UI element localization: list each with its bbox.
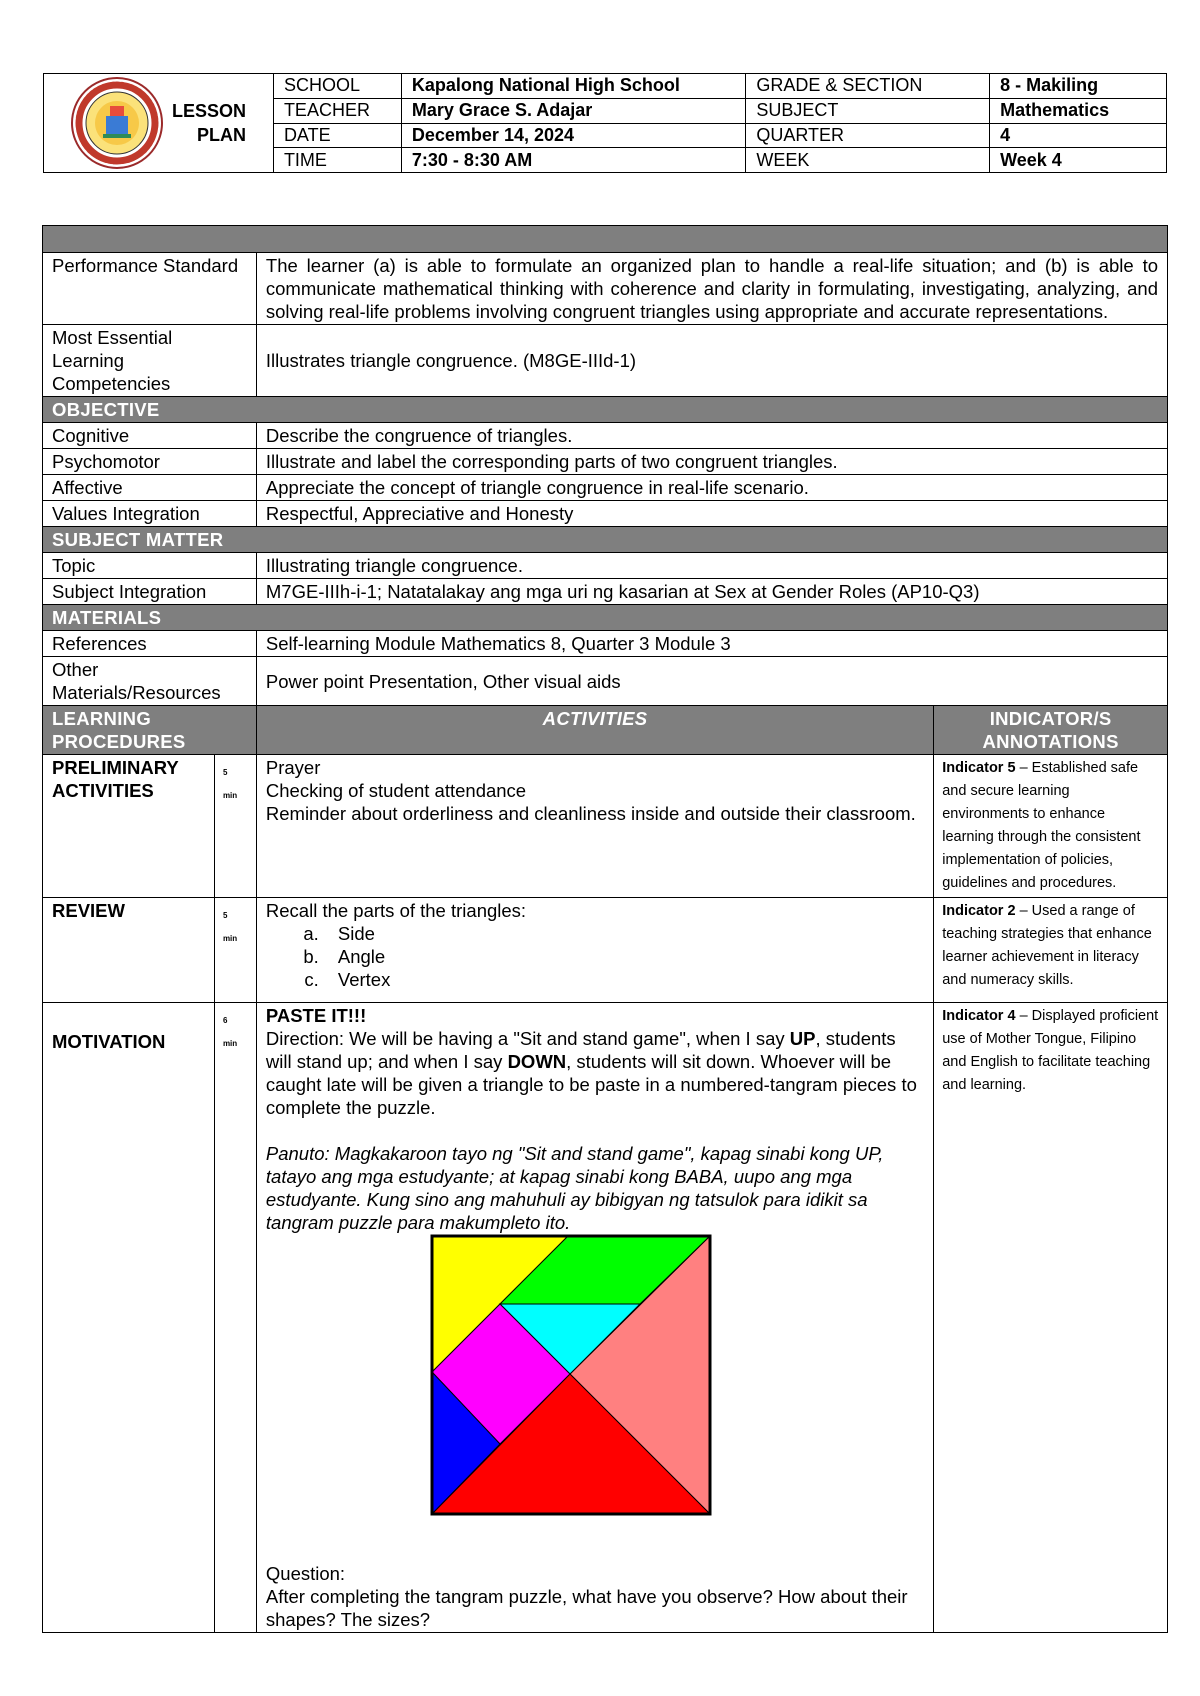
question-label: Question: bbox=[265, 1563, 346, 1584]
review-label: REVIEW bbox=[43, 898, 215, 1003]
motivation-indicator: Indicator 4 – Displayed proficient use of Mother Tongue, Filipino and English to facilitate teaching and learning. bbox=[934, 1003, 1168, 1633]
time-value: 7:30 - 8:30 AM bbox=[401, 148, 745, 173]
date-value: December 14, 2024 bbox=[401, 123, 745, 148]
teacher-label: TEACHER bbox=[273, 98, 401, 123]
subject-label: SUBJECT bbox=[746, 98, 990, 123]
date-label: DATE bbox=[273, 123, 401, 148]
week-label: WEEK bbox=[746, 148, 990, 173]
indicators-col-header: INDICATOR/S ANNOTATIONS bbox=[934, 706, 1168, 755]
preliminary-minutes: 5 min bbox=[214, 755, 256, 898]
review-minutes: 5 min bbox=[214, 898, 256, 1003]
teacher-value: Mary Grace S. Adajar bbox=[401, 98, 745, 123]
grade-value: 8 - Makiling bbox=[990, 74, 1167, 99]
top-band bbox=[43, 226, 1168, 253]
procedures-col-header: LEARNING PROCEDURES bbox=[43, 706, 257, 755]
school-value: Kapalong National High School bbox=[401, 74, 745, 99]
preliminary-label: PRELIMINARY ACTIVITIES bbox=[43, 755, 215, 898]
topic-label: Topic bbox=[43, 553, 257, 579]
preliminary-indicator: Indicator 5 – Established safe and secure learning environments to enhance learning through the consistent implementation of policies, guidelines and procedures. bbox=[934, 755, 1168, 898]
performance-value: The learner (a) is able to formulate an organized plan to handle a real-life situation; and (b) is able to communicate mathematical thinking with coherence and clarity in formulating, investigating, analyzing, and solving real-life problems involving congruent triangles using appropriate and accurate representations. bbox=[256, 253, 1167, 325]
psychomotor-label: Psychomotor bbox=[43, 449, 257, 475]
subject-value: Mathematics bbox=[990, 98, 1167, 123]
motivation-panuto: Panuto: Magkakaroon tayo ng "Sit and stand game", kapag sinabi kong UP, tatayo ang mga estudyante; at kapag sinabi kong BABA, uupo ang mga estudyante. Kung sino ang mahuhuli ay bibigyan ng tatsulok para idikit sa tangram puzzle para makumpleto ito. bbox=[265, 1143, 884, 1233]
week-value: Week 4 bbox=[990, 148, 1167, 173]
cognitive-value: Describe the congruence of triangles. bbox=[256, 423, 1167, 449]
references-value: Self-learning Module Mathematics 8, Quarter 3 Module 3 bbox=[256, 631, 1167, 657]
motivation-activities bbox=[256, 1003, 933, 1633]
time-label: TIME bbox=[273, 148, 401, 173]
quarter-label: QUARTER bbox=[746, 123, 990, 148]
motivation-title: PASTE IT!!! bbox=[265, 1005, 367, 1026]
grade-label: GRADE & SECTION bbox=[746, 74, 990, 99]
quarter-value: 4 bbox=[990, 123, 1167, 148]
prelim-line-1: Prayer bbox=[265, 757, 321, 778]
references-label: References bbox=[43, 631, 257, 657]
motivation-label: MOTIVATION bbox=[43, 1003, 215, 1633]
cognitive-label: Cognitive bbox=[43, 423, 257, 449]
activities-col-header: ACTIVITIES bbox=[256, 706, 933, 755]
preliminary-activities bbox=[256, 755, 933, 898]
values-label: Values Integration bbox=[43, 501, 257, 527]
lesson-plan-title: LESSON PLAN bbox=[172, 101, 247, 145]
performance-label: Performance Standard bbox=[43, 253, 257, 325]
objective-heading: OBJECTIVE bbox=[43, 397, 1168, 423]
affective-value: Appreciate the concept of triangle congruence in real-life scenario. bbox=[256, 475, 1167, 501]
review-activities bbox=[256, 898, 933, 1003]
topic-value: Illustrating triangle congruence. bbox=[256, 553, 1167, 579]
psychomotor-value: Illustrate and label the corresponding parts of two congruent triangles. bbox=[256, 449, 1167, 475]
review-indicator: Indicator 2 – Used a range of teaching strategies that enhance learner achievement in literacy and numeracy skills. bbox=[934, 898, 1168, 1003]
subject-matter-heading: SUBJECT MATTER bbox=[43, 527, 1168, 553]
prelim-line-3: Reminder about orderliness and cleanliness inside and outside their classroom. bbox=[265, 803, 916, 824]
melc-label: Most Essential Learning Competencies bbox=[43, 325, 257, 397]
list-item: c. Vertex bbox=[324, 968, 924, 991]
other-materials-label: Other Materials/Resources bbox=[43, 657, 257, 706]
motivation-direction: Direction: We will be having a "Sit and stand game", when I say UP, students will stand up; and when I say DOWN, students will sit down. Whoever will be caught late will be given a triangle to be paste in a numbered-tangram pieces to complete the puzzle. bbox=[265, 1028, 917, 1118]
list-item: b. Angle bbox=[324, 945, 924, 968]
review-intro: Recall the parts of the triangles: bbox=[265, 900, 527, 921]
melc-value: Illustrates triangle congruence. (M8GE-IIId-1) bbox=[256, 325, 1167, 397]
tangram-puzzle bbox=[430, 1234, 712, 1516]
header-table bbox=[43, 73, 1167, 173]
prelim-line-2: Checking of student attendance bbox=[265, 780, 527, 801]
school-label: SCHOOL bbox=[273, 74, 401, 99]
list-item: a. Side bbox=[324, 922, 924, 945]
affective-label: Affective bbox=[43, 475, 257, 501]
integration-label: Subject Integration bbox=[43, 579, 257, 605]
review-list bbox=[266, 922, 924, 991]
integration-value: M7GE-IIIh-i-1; Natatalakay ang mga uri ng kasarian at Sex at Gender Roles (AP10-Q3) bbox=[256, 579, 1167, 605]
other-materials-value: Power point Presentation, Other visual aids bbox=[256, 657, 1167, 706]
school-seal-logo bbox=[70, 76, 164, 170]
values-value: Respectful, Appreciative and Honesty bbox=[256, 501, 1167, 527]
question-text: After completing the tangram puzzle, what have you observe? How about their shapes? The sizes? bbox=[265, 1586, 908, 1630]
lesson-plan-table bbox=[42, 225, 1168, 1633]
materials-heading: MATERIALS bbox=[43, 605, 1168, 631]
motivation-minutes: 6 min bbox=[214, 1003, 256, 1633]
logo-cell bbox=[44, 74, 274, 173]
